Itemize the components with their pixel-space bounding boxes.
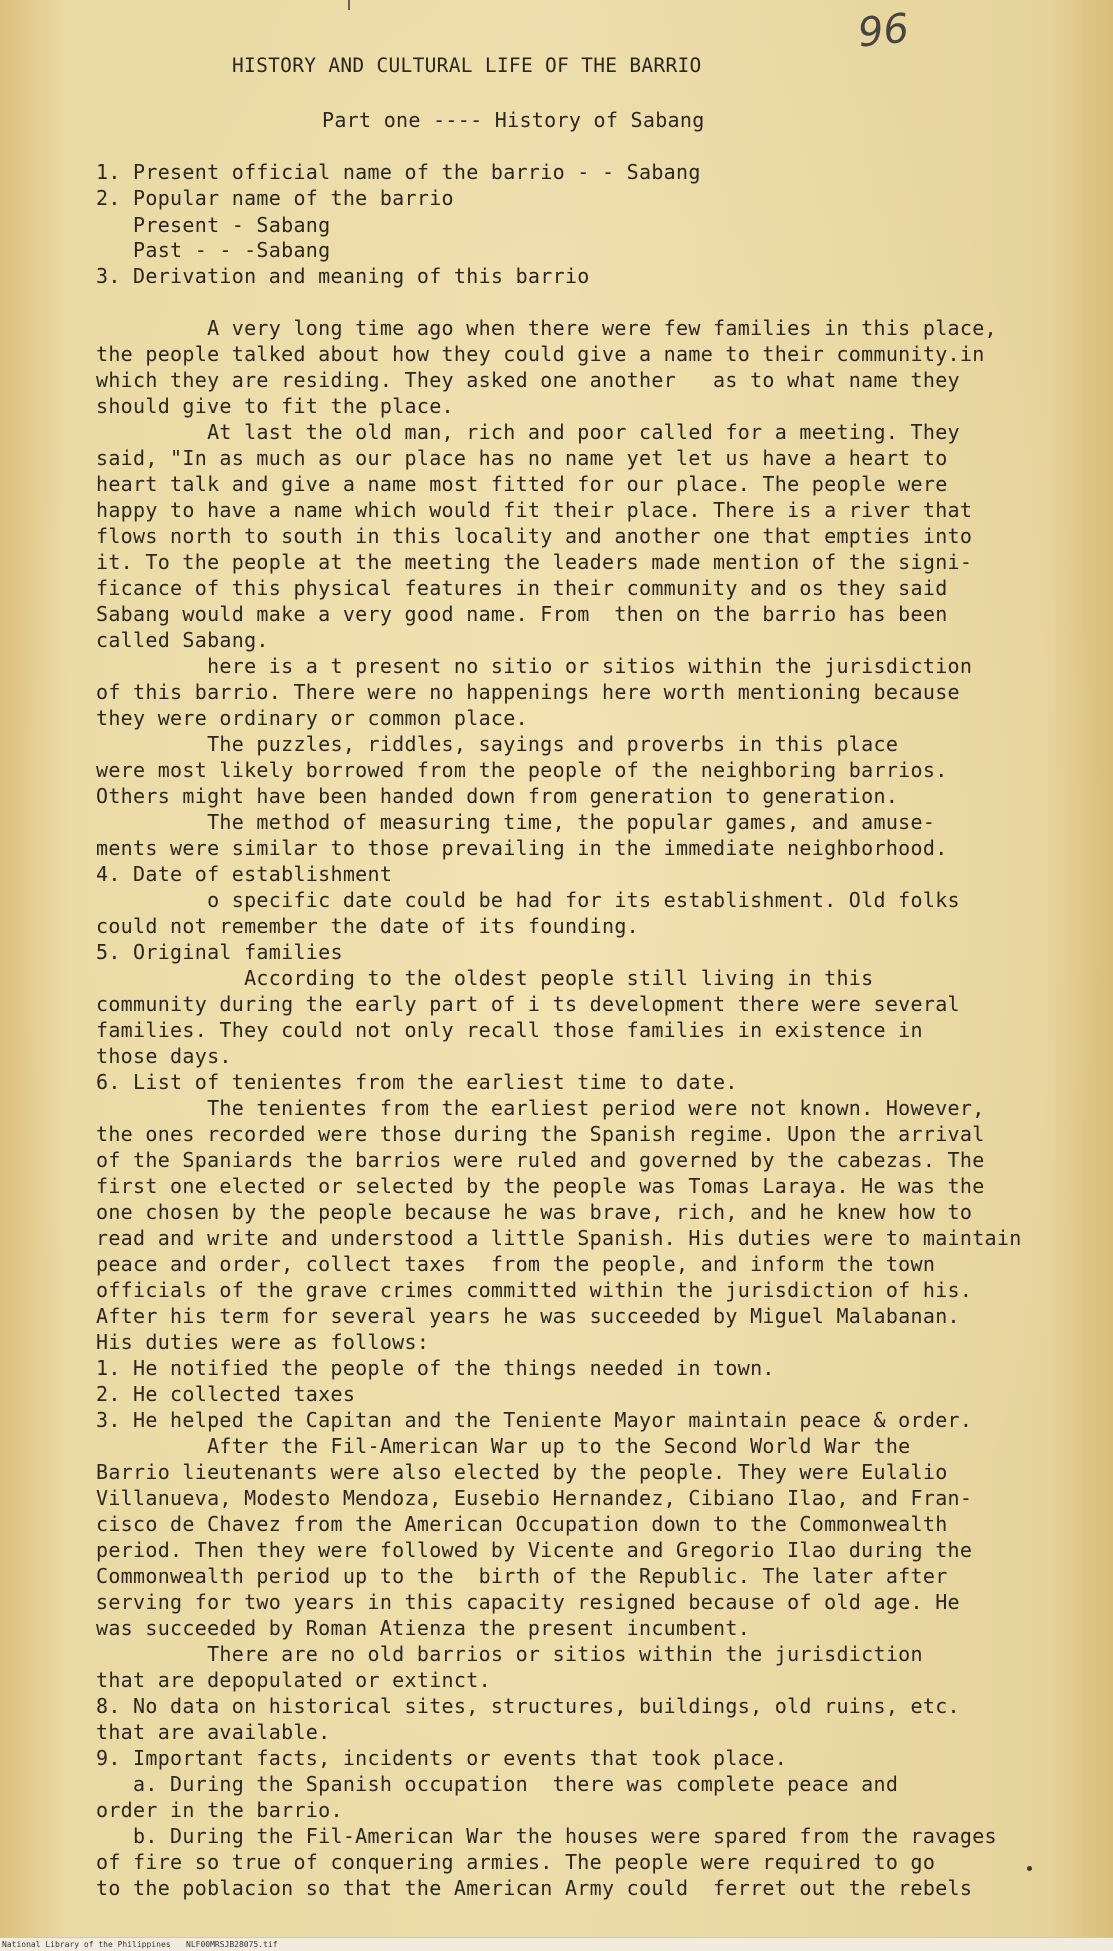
text-line: happy to have a name which would fit their place. There is a river that (96, 498, 973, 522)
text-line: period. Then they were followed by Vicente and Gregorio Ilao during the (96, 1538, 973, 1562)
text-line: 3. He helped the Capitan and the Teniente Mayor maintain peace & order. (96, 1408, 973, 1432)
text-line: 4. Date of establishment (96, 862, 393, 886)
text-line: His duties were as follows: (96, 1330, 430, 1354)
text-line: 5. Original families (96, 940, 343, 964)
scan-footer (0, 1937, 1113, 1951)
text-line: the ones recorded were those during the Spanish regime. Upon the arrival (96, 1122, 985, 1146)
text-line: Others might have been handed down from generation to generation. (96, 784, 899, 808)
text-line: they were ordinary or common place. (96, 706, 528, 730)
text-line: There are no old barrios or sitios within the jurisdiction (96, 1642, 923, 1666)
text-line: a. During the Spanish occupation there was complete peace and (96, 1772, 899, 1796)
text-line: here is a t present no sitio or sitios within the jurisdiction (96, 654, 973, 678)
text-line: called Sabang. (96, 628, 269, 652)
text-line: 8. No data on historical sites, structures, buildings, old ruins, etc. (96, 1694, 960, 1718)
text-line: the people talked about how they could give a name to their community.in (96, 342, 985, 366)
page-number: 96 (855, 5, 912, 57)
text-line: Villanueva, Modesto Mendoza, Eusebio Hernandez, Cibiano Ilao, and Fran- (96, 1486, 973, 1510)
text-line: ments were similar to those prevailing in the immediate neighborhood. (96, 836, 948, 860)
text-line: of this barrio. There were no happenings here worth mentioning because (96, 680, 960, 704)
text-line: was succeeded by Roman Atienza the present incumbent. (96, 1616, 751, 1640)
text-line: A very long time ago when there were few families in this place, (96, 316, 997, 340)
text-line: said, "In as much as our place has no name yet let us have a heart to (96, 446, 948, 470)
text-line: 2. Popular name of the barrio (96, 186, 454, 210)
text-line: Sabang would make a very good name. From then on the barrio has been (96, 602, 948, 626)
text-line: read and write and understood a little Spanish. His duties were to maintain (96, 1226, 1022, 1250)
text-line: At last the old man, rich and poor called for a meeting. They (96, 420, 960, 444)
text-line: to the poblacion so that the American Army could ferret out the rebels (96, 1876, 973, 1900)
text-line: serving for two years in this capacity resigned because of old age. He (96, 1590, 960, 1614)
text-line: could not remember the date of its founding. (96, 914, 640, 938)
text-line: were most likely borrowed from the people of the neighboring barrios. (96, 758, 948, 782)
text-line: The puzzles, riddles, sayings and proverbs in this place (96, 732, 899, 756)
text-line: 1. Present official name of the barrio - - Sabang (96, 160, 701, 184)
text-line: that are available. (96, 1720, 331, 1744)
text-line: heart talk and give a name most fitted for our place. The people were (96, 472, 948, 496)
footer-left: National Library of the Philippines (2, 1940, 171, 1949)
text-line: cisco de Chavez from the American Occupation down to the Commonwealth (96, 1512, 948, 1536)
text-line: community during the early part of i ts development there were several (96, 992, 960, 1016)
text-line: 3. Derivation and meaning of this barrio (96, 264, 590, 288)
text-line: 9. Important facts, incidents or events that took place. (96, 1746, 788, 1770)
text-line: b. During the Fil-American War the houses were spared from the ravages (96, 1824, 997, 1848)
text-line: 2. He collected taxes (96, 1382, 356, 1406)
text-line: ficance of this physical features in their community and os they said (96, 576, 948, 600)
text-line: first one elected or selected by the people was Tomas Laraya. He was the (96, 1174, 985, 1198)
text-line: one chosen by the people because he was brave, rich, and he knew how to (96, 1200, 973, 1224)
document-heading: HISTORY AND CULTURAL LIFE OF THE BARRIO (232, 54, 702, 77)
text-line: peace and order, collect taxes from the people, and inform the town (96, 1252, 936, 1276)
text-line: Present - Sabang (96, 213, 331, 237)
text-line: 6. List of tenientes from the earliest time to date. (96, 1070, 738, 1094)
footer-right: NLF00MRSJB28075.tif (186, 1940, 278, 1949)
text-line: it. To the people at the meeting the leaders made mention of the signi- (96, 550, 973, 574)
text-line: order in the barrio. (96, 1798, 343, 1822)
document-subheading: Part one ---- History of Sabang (322, 108, 705, 132)
text-line: After the Fil-American War up to the Second World War the (96, 1434, 911, 1458)
text-line: The method of measuring time, the popular games, and amuse- (96, 810, 936, 834)
text-line: families. They could not only recall those families in existence in (96, 1018, 923, 1042)
text-line: After his term for several years he was succeeded by Miguel Malabanan. (96, 1304, 960, 1328)
text-line: The tenientes from the earliest period were not known. However, (96, 1096, 985, 1120)
text-line: Commonwealth period up to the birth of the Republic. The later after (96, 1564, 948, 1588)
text-line: that are depopulated or extinct. (96, 1668, 491, 1692)
text-line: o specific date could be had for its establishment. Old folks (96, 888, 960, 912)
text-line: should give to fit the place. (96, 394, 454, 418)
text-line: of fire so true of conquering armies. The people were required to go (96, 1850, 936, 1874)
text-line: 1. He notified the people of the things needed in town. (96, 1356, 775, 1380)
top-edge-mark (348, 0, 350, 10)
text-line: flows north to south in this locality and another one that empties into (96, 524, 973, 548)
text-line: officials of the grave crimes committed within the jurisdiction of his. (96, 1278, 973, 1302)
text-line: According to the oldest people still living in this (96, 966, 874, 990)
text-line: Barrio lieutenants were also elected by the people. They were Eulalio (96, 1460, 948, 1484)
text-line: which they are residing. They asked one another as to what name they (96, 368, 960, 392)
text-line: Past - - -Sabang (96, 238, 331, 262)
ink-dot (1027, 1866, 1032, 1871)
text-line: those days. (96, 1044, 232, 1068)
text-line: of the Spaniards the barrios were ruled and governed by the cabezas. The (96, 1148, 985, 1172)
